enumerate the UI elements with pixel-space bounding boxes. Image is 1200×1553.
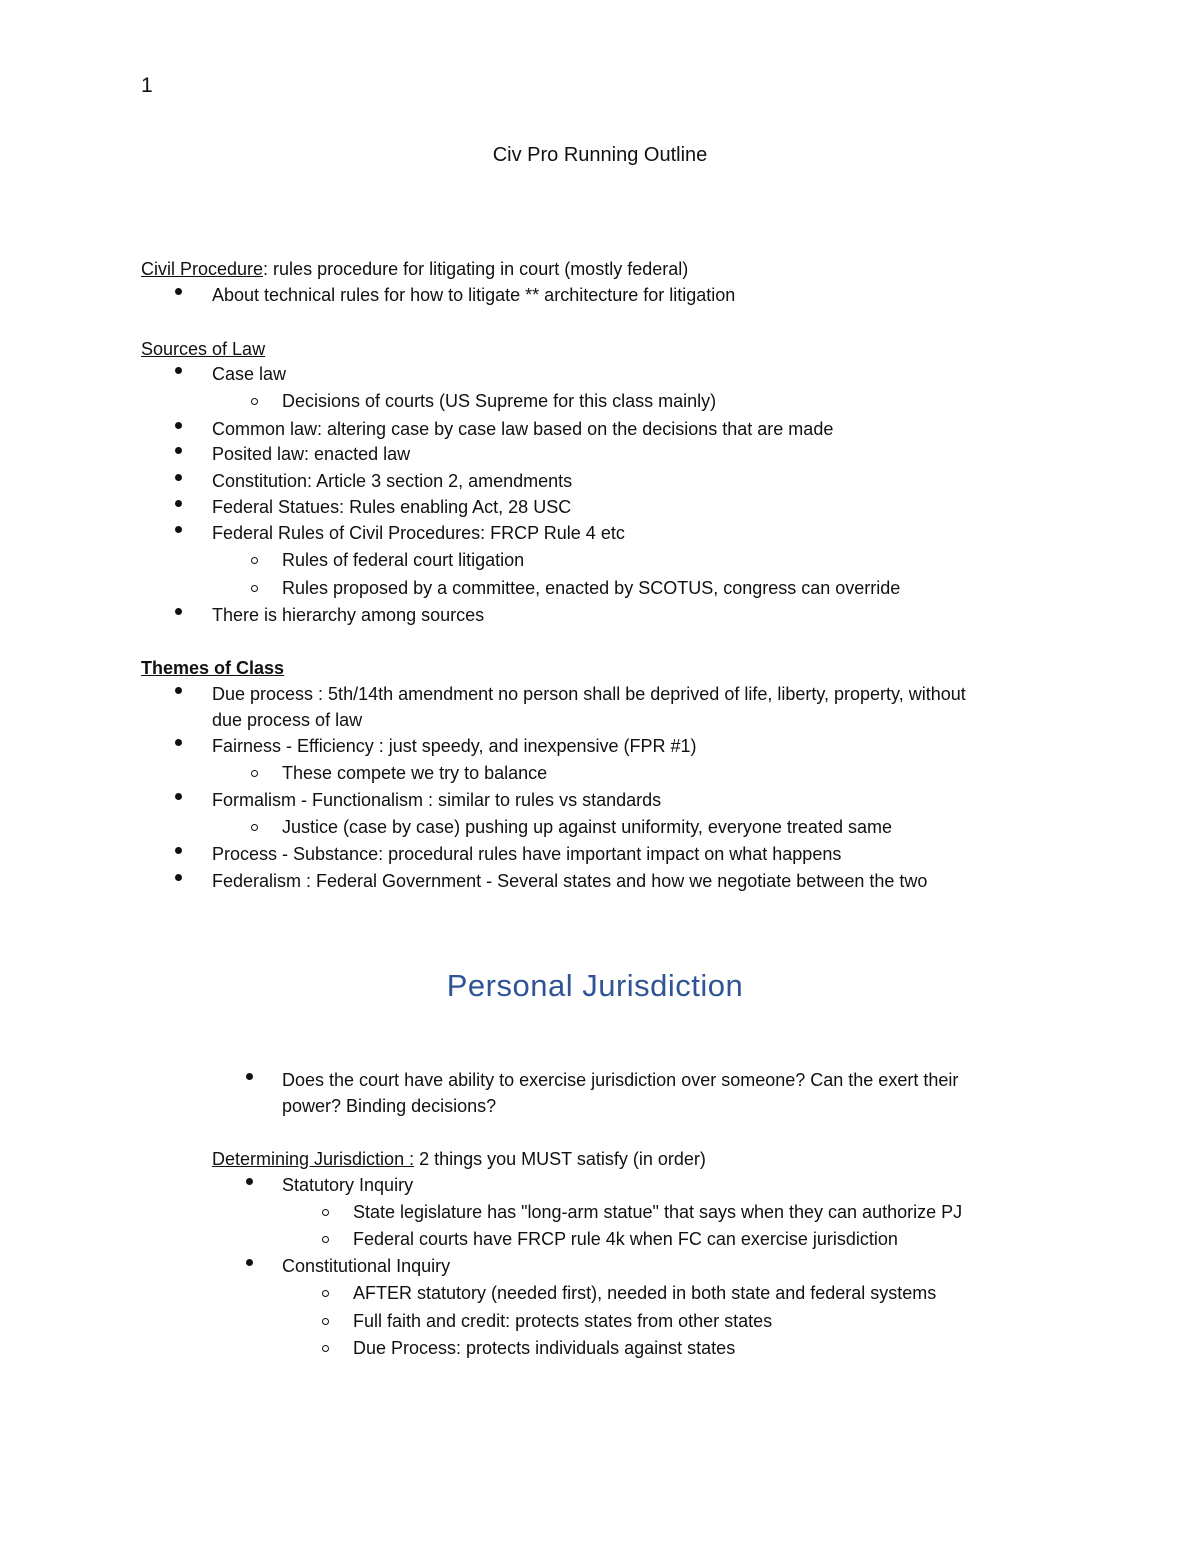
page-title: Civ Pro Running Outline [492, 144, 708, 166]
list-item: Statutory Inquiry [282, 1175, 414, 1195]
bullet-icon [175, 526, 182, 533]
sub-list-item: These compete we try to balance [282, 763, 548, 783]
list-item: Case law [212, 364, 287, 384]
sub-list-item: Federal courts have FRCP rule 4k when FC can exercise jurisdiction [353, 1229, 898, 1249]
bullet-icon [175, 474, 182, 481]
bullet-icon [175, 793, 182, 800]
bullet-icon [246, 1259, 253, 1266]
civil-procedure-definition [141, 258, 688, 280]
circle-bullet-icon [322, 1236, 329, 1243]
circle-bullet-icon [251, 557, 258, 564]
list-item: Constitutional Inquiry [282, 1256, 451, 1276]
determining-jurisdiction-text: 2 things you MUST satisfy (in order) [414, 1149, 706, 1169]
sub-list-item: Decisions of courts (US Supreme for this class mainly) [282, 391, 717, 411]
list-item: Formalism - Functionalism : similar to rules vs standards [212, 790, 662, 810]
determining-jurisdiction-term: Determining Jurisdiction : [212, 1149, 415, 1169]
sub-list-item: AFTER statutory (needed first), needed in both state and federal systems [353, 1283, 937, 1303]
section-heading-personal-jurisdiction: Personal Jurisdiction [446, 968, 744, 1003]
sub-list-item: State legislature has "long-arm statue" that says when they can authorize PJ [353, 1202, 963, 1222]
bullet-icon [175, 422, 182, 429]
bullet-icon [175, 500, 182, 507]
bullet-icon [175, 739, 182, 746]
circle-bullet-icon [322, 1345, 329, 1352]
list-item: Process - Substance: procedural rules have important impact on what happens [212, 844, 842, 864]
bullet-icon [175, 288, 182, 295]
section-heading-sources: Sources of Law [141, 339, 266, 359]
list-item: Federalism : Federal Government - Several states and how we negotiate between the two [212, 871, 928, 891]
civil-procedure-term: Civil Procedure [141, 259, 264, 279]
bullet-icon [175, 874, 182, 881]
circle-bullet-icon [322, 1290, 329, 1297]
list-item-continuation: due process of law [212, 710, 363, 730]
page-number: 1 [141, 74, 153, 97]
circle-bullet-icon [251, 585, 258, 592]
bullet-icon [175, 367, 182, 374]
sub-list-item: Rules of federal court litigation [282, 550, 525, 570]
bullet-icon [246, 1073, 253, 1080]
circle-bullet-icon [251, 398, 258, 405]
civil-procedure-text: : rules procedure for litigating in court (mostly federal) [263, 259, 689, 279]
bullet-icon [175, 847, 182, 854]
list-item: There is hierarchy among sources [212, 605, 485, 625]
circle-bullet-icon [251, 770, 258, 777]
sub-list-item: Justice (case by case) pushing up against uniformity, everyone treated same [282, 817, 892, 837]
list-item: Federal Rules of Civil Procedures: FRCP Rule 4 etc [212, 523, 625, 543]
list-item: Posited law: enacted law [212, 444, 411, 464]
sub-list-item: Due Process: protects individuals against states [353, 1338, 736, 1358]
bullet-icon [175, 447, 182, 454]
circle-bullet-icon [322, 1318, 329, 1325]
bullet-icon [175, 687, 182, 694]
section-heading-themes: Themes of Class [141, 658, 285, 678]
list-item: Due process : 5th/14th amendment no person shall be deprived of life, liberty, property, without [212, 684, 966, 704]
circle-bullet-icon [322, 1209, 329, 1216]
list-item: Federal Statues: Rules enabling Act, 28 USC [212, 497, 572, 517]
determining-jurisdiction-line [212, 1148, 706, 1170]
bullet-icon [175, 608, 182, 615]
list-item-continuation: power? Binding decisions? [282, 1096, 497, 1116]
list-item: Constitution: Article 3 section 2, amendments [212, 471, 573, 491]
list-item: Does the court have ability to exercise jurisdiction over someone? Can the exert their [282, 1070, 959, 1090]
circle-bullet-icon [251, 824, 258, 831]
list-item: Fairness - Efficiency : just speedy, and inexpensive (FPR #1) [212, 736, 697, 756]
sub-list-item: Full faith and credit: protects states from other states [353, 1311, 773, 1331]
sub-list-item: Rules proposed by a committee, enacted by SCOTUS, congress can override [282, 578, 901, 598]
list-item: Common law: altering case by case law based on the decisions that are made [212, 419, 834, 439]
list-item: About technical rules for how to litigate ** architecture for litigation [212, 285, 736, 305]
bullet-icon [246, 1178, 253, 1185]
